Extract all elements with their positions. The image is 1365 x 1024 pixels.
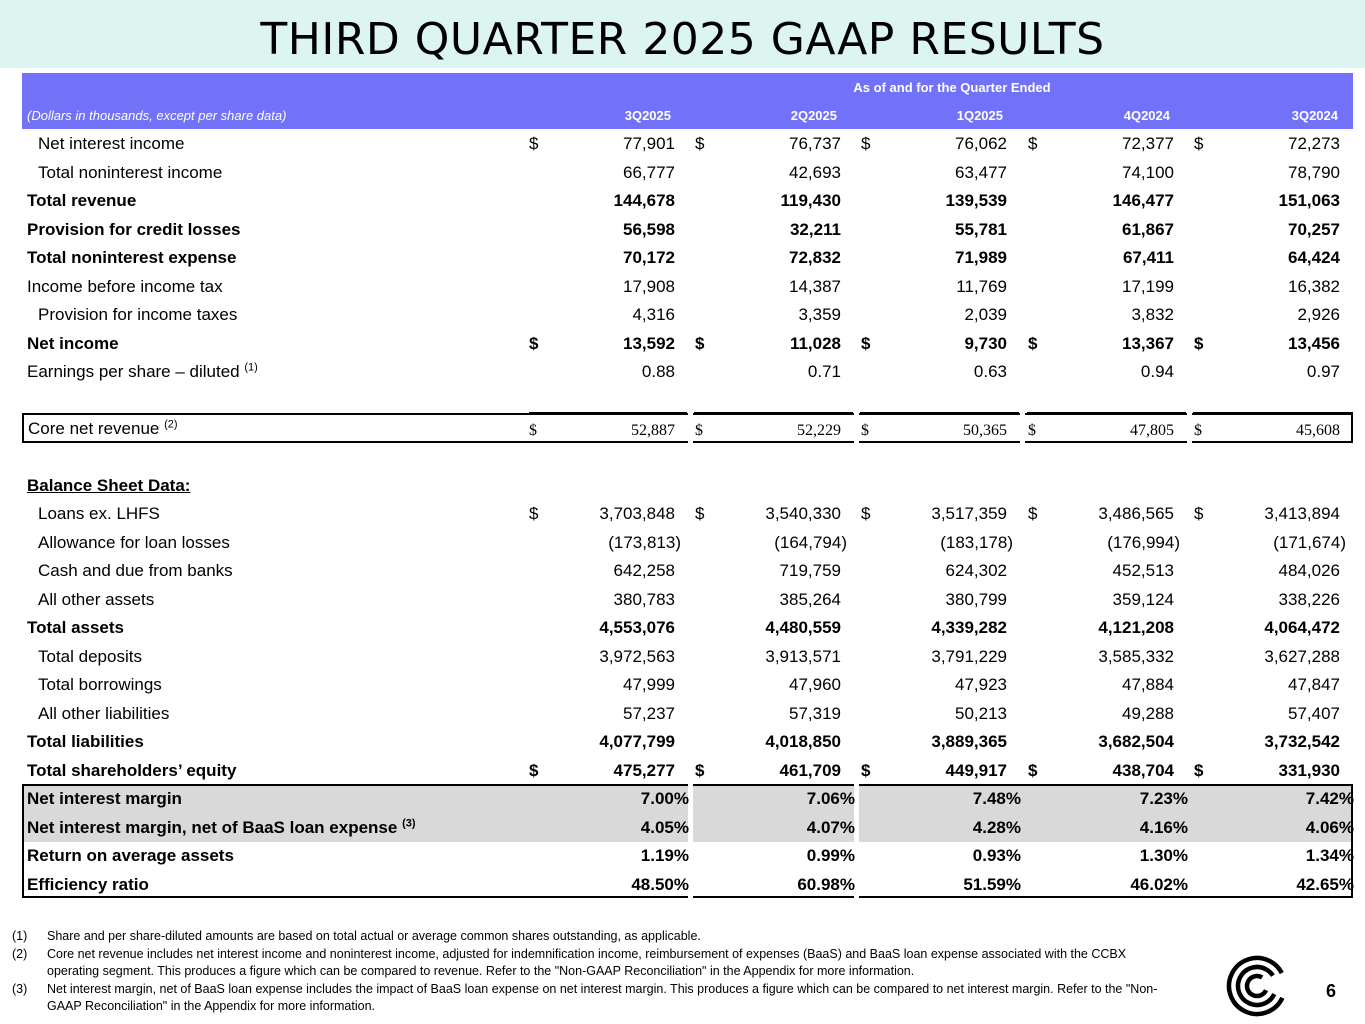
row-label: Net income <box>27 333 119 353</box>
table-cell: 151,063 <box>1278 191 1340 210</box>
page-number: 6 <box>1326 981 1337 1001</box>
row-label: Efficiency ratio <box>27 874 149 894</box>
row-label: Return on average assets <box>27 846 234 865</box>
table-cell: 66,777 <box>623 162 675 182</box>
column-header: 3Q2024 <box>1291 108 1338 123</box>
table-cell: $ 13,592 <box>529 333 675 353</box>
table-cell: 359,124 <box>1112 589 1174 609</box>
table-cell: (164,794) <box>774 532 847 552</box>
table-row <box>22 814 1353 842</box>
table-cell: 380,783 <box>613 589 675 609</box>
table-cell: 385,264 <box>779 589 841 609</box>
table-cell: 0.97 <box>1306 362 1340 381</box>
table-row <box>22 557 1353 585</box>
table-cell: 72,832 <box>789 248 841 267</box>
row-label: Earnings per share – diluted $^{(1)}$ <box>27 361 258 381</box>
row-label: Allowance for loan losses <box>38 532 230 552</box>
table-cell: $ 77,901 <box>529 134 675 153</box>
table-cell: 4,064,472 <box>1264 618 1340 637</box>
row-label: Total noninterest income <box>38 162 223 182</box>
table-cell: 0.88 <box>641 362 675 381</box>
table-row <box>22 529 1353 557</box>
table-row <box>22 614 1353 642</box>
footnote: (2) Core net revenue includes net interest income and noninterest income, adjusted for indemnification income, reimbursement of expenses (BaaS) and BaaS loan expense associated with the CCBX operating segment. This produces a figure which can be compared to revenue. Refer to the "Non-GAAP Reconciliation" in the Appendix for more information. <box>12 946 1127 978</box>
page-title: THIRD QUARTER 2025 GAAP RESULTS <box>260 14 1105 65</box>
rule <box>1027 412 1186 414</box>
table-cell: (171,674) <box>1273 532 1346 552</box>
table-cell: 4.06% <box>1305 817 1354 837</box>
table-cell: 57,237 <box>623 703 675 723</box>
table-row <box>22 728 1353 756</box>
row-label: Total assets <box>27 618 125 637</box>
table-cell: 78,790 <box>1288 162 1340 182</box>
table-cell: 452,513 <box>1112 561 1174 580</box>
table-row <box>22 216 1353 244</box>
table-cell: $ 449,917 <box>861 760 1007 780</box>
table-cell: 47,999 <box>623 675 675 694</box>
row-label: Provision for credit losses <box>27 219 241 239</box>
balance-sheet-heading: Balance Sheet Data: <box>27 476 191 495</box>
table-cell: 484,026 <box>1278 561 1340 580</box>
table-cell: 7.48% <box>972 789 1021 808</box>
table-cell: 17,199 <box>1122 276 1174 296</box>
table-cell: 2,926 <box>1297 305 1340 324</box>
table-cell: 4,018,850 <box>765 732 841 751</box>
table-cell: $ 475,277 <box>529 760 675 780</box>
table-cell: 3,682,504 <box>1098 732 1174 751</box>
table-row <box>22 500 1353 528</box>
table-cell: $ 3,703,848 <box>529 504 675 523</box>
table-cell: $ 13,367 <box>1028 333 1174 353</box>
table-cell: 32,211 <box>789 219 841 239</box>
table-cell: 3,791,229 <box>931 646 1007 666</box>
row-label: Total revenue <box>27 191 137 210</box>
table-cell: 47,923 <box>955 675 1007 694</box>
table-cell: 64,424 <box>1288 248 1340 267</box>
table-cell: 14,387 <box>789 276 841 296</box>
core-net-revenue-label: Core net revenue $^{(2)}$ <box>28 418 178 438</box>
table-row <box>22 358 1353 386</box>
row-label: Total noninterest expense <box>27 248 237 267</box>
table-cell: 47,884 <box>1122 675 1174 694</box>
table-row <box>22 301 1353 329</box>
table-cell: 3,889,365 <box>931 732 1007 751</box>
column-header: 1Q2025 <box>956 108 1003 123</box>
table-cell: 71,989 <box>955 248 1007 267</box>
table-cell: 11,769 <box>956 276 1007 296</box>
table-cell: $ 76,737 <box>695 134 841 153</box>
table-cell: 3,627,288 <box>1264 646 1340 666</box>
footnote: (3) Net interest margin, net of BaaS loan expense includes the impact of BaaS loan expense on net interest margin. This produces a figure which can be compared to net interest margin. Refer to the "Non-GAAP Reconciliation" in the Appendix for more information. <box>12 981 1158 1013</box>
table-cell: 56,598 <box>623 219 675 239</box>
table-cell: 624,302 <box>945 561 1007 580</box>
table-cell: 61,867 <box>1122 219 1174 239</box>
table-cell: 2,039 <box>964 305 1007 324</box>
rule <box>1193 412 1353 414</box>
table-cell: 0.99% <box>806 846 855 865</box>
table-cell: 7.42% <box>1305 789 1354 808</box>
row-label: Total shareholders’ equity <box>27 760 237 780</box>
unit-note: (Dollars in thousands, except per share data) <box>27 108 287 123</box>
table-row <box>22 785 1353 813</box>
table-cell: $ 3,517,359 <box>861 504 1007 523</box>
table-row <box>22 273 1353 301</box>
table-cell: 57,407 <box>1288 703 1340 723</box>
table-cell: 4,316 <box>632 305 675 324</box>
row-label: Cash and due from banks <box>38 561 233 580</box>
table-cell: (183,178) <box>940 532 1013 552</box>
table-cell: $ 461,709 <box>695 760 841 780</box>
table-cell: 0.93% <box>972 846 1021 865</box>
row-label: Total liabilities <box>27 732 144 751</box>
table-cell: 4,553,076 <box>599 618 675 637</box>
row-label: Net interest margin, net of BaaS loan expense $^{(3)}$ <box>27 816 416 837</box>
column-header: 2Q2025 <box>790 108 837 123</box>
table-cell: 4,077,799 <box>599 732 675 751</box>
table-row <box>22 757 1353 785</box>
table-cell: 1.34% <box>1305 846 1354 865</box>
row-label: Loans ex. LHFS <box>38 504 160 523</box>
row-label: Net interest margin <box>27 789 182 808</box>
column-header: 3Q2025 <box>624 108 671 123</box>
rule <box>860 412 1019 414</box>
table-cell: 63,477 <box>955 162 1007 182</box>
table-cell: $ 72,273 <box>1194 134 1340 153</box>
table-cell: 51.59% <box>963 874 1021 894</box>
table-row <box>22 643 1353 671</box>
table-cell: 17,908 <box>623 276 675 296</box>
table-row <box>22 330 1353 358</box>
table-cell: $ 72,377 <box>1028 134 1174 153</box>
table-cell: 74,100 <box>1122 162 1174 182</box>
table-cell: $ 13,456 <box>1194 333 1340 353</box>
table-cell: 3,832 <box>1131 305 1174 324</box>
table-cell: 0.94 <box>1140 362 1174 381</box>
table-row <box>22 130 1353 158</box>
table-cell: $ 3,486,565 <box>1028 504 1174 523</box>
table-cell: 7.00% <box>640 789 689 808</box>
rule <box>529 412 687 414</box>
table-cell: 57,319 <box>789 703 841 723</box>
table-row <box>22 187 1353 215</box>
table-cell: 46.02% <box>1130 874 1188 894</box>
table-cell: 338,226 <box>1278 589 1340 609</box>
table-cell: $ 11,028 <box>695 333 841 353</box>
table-cell: (176,994) <box>1107 532 1180 552</box>
core-net-revenue-box: Core net revenue $^{(2)}$ $ 52,887 $ 52,229 $ 50,365 $ 47,805 $ 45,608 <box>22 413 1353 443</box>
table-cell: $ 3,540,330 <box>695 504 841 523</box>
table-row <box>22 871 1353 899</box>
table-cell: $ 9,730 <box>861 333 1007 353</box>
table-cell: 55,781 <box>955 219 1007 239</box>
table-cell: 0.63 <box>973 362 1007 381</box>
table-cell: 50,213 <box>955 703 1007 723</box>
table-cell: 3,585,332 <box>1098 646 1174 666</box>
table-cell: 42.65% <box>1296 874 1354 894</box>
table-cell: 4.05% <box>640 817 689 837</box>
table-cell: 3,732,542 <box>1264 732 1340 751</box>
table-cell: 47,960 <box>789 675 841 694</box>
footnote: (1) Share and per share-diluted amounts are based on total actual or average common shares outstanding, as applicable. <box>12 929 701 943</box>
footnotes <box>12 928 1162 1016</box>
table-cell: 0.71 <box>807 362 841 381</box>
table-cell: 60.98% <box>797 874 855 894</box>
table-cell: 642,258 <box>613 561 675 580</box>
table-cell: 1.30% <box>1139 846 1188 865</box>
table-cell: 67,411 <box>1122 248 1174 267</box>
table-cell: (173,813) <box>608 532 681 552</box>
table-cell: 4.28% <box>972 817 1021 837</box>
table-cell: 49,288 <box>1122 703 1174 723</box>
table-cell: 7.06% <box>806 789 855 808</box>
table-cell: 3,359 <box>798 305 841 324</box>
row-label: All other assets <box>38 589 155 609</box>
table-cell: 1.19% <box>640 846 689 865</box>
table-cell: 42,693 <box>789 162 841 182</box>
table-header <box>22 73 1353 129</box>
period-label: As of and for the Quarter Ended <box>853 80 1051 95</box>
row-label: Net interest income <box>38 134 185 153</box>
table-row <box>22 700 1353 728</box>
table-cell: $ 331,930 <box>1194 760 1340 780</box>
row-label: All other liabilities <box>38 703 170 723</box>
table-cell: 4,339,282 <box>931 618 1007 637</box>
table-row <box>22 842 1353 870</box>
table-cell: 7.23% <box>1139 789 1188 808</box>
row-label: Income before income tax <box>27 276 223 296</box>
table-cell: 70,257 <box>1288 219 1340 239</box>
table-cell: 139,539 <box>945 191 1007 210</box>
row-label: Provision for income taxes <box>38 305 238 324</box>
table-cell: 3,913,571 <box>765 646 841 666</box>
table-row <box>22 671 1353 699</box>
table-cell: 4.16% <box>1139 817 1188 837</box>
table-cell: 70,172 <box>623 248 675 267</box>
row-label: Total deposits <box>38 646 142 666</box>
table-cell: $ 3,413,894 <box>1194 504 1340 523</box>
table-cell: 719,759 <box>779 561 841 580</box>
table-cell: 4,121,208 <box>1098 618 1174 637</box>
table-cell: 4,480,559 <box>765 618 841 637</box>
column-header: 4Q2024 <box>1123 108 1170 123</box>
table-cell: 16,382 <box>1288 276 1340 296</box>
table-cell: 48.50% <box>631 874 689 894</box>
table-cell: 119,430 <box>780 191 841 210</box>
table-cell: $ 76,062 <box>861 134 1007 153</box>
table-cell: $ 438,704 <box>1028 760 1174 780</box>
table-cell: 4.07% <box>806 817 855 837</box>
table-row <box>22 586 1353 614</box>
table-cell: 146,477 <box>1112 191 1174 210</box>
rule <box>694 412 853 414</box>
company-c-logo-icon <box>1226 955 1288 1017</box>
row-label: Total borrowings <box>38 675 162 694</box>
table-cell: 380,799 <box>945 589 1007 609</box>
table-row <box>22 244 1353 272</box>
table-cell: 144,678 <box>613 191 675 210</box>
table-cell: 3,972,563 <box>599 646 675 666</box>
table-row <box>22 159 1353 187</box>
table-cell: 47,847 <box>1288 675 1340 694</box>
